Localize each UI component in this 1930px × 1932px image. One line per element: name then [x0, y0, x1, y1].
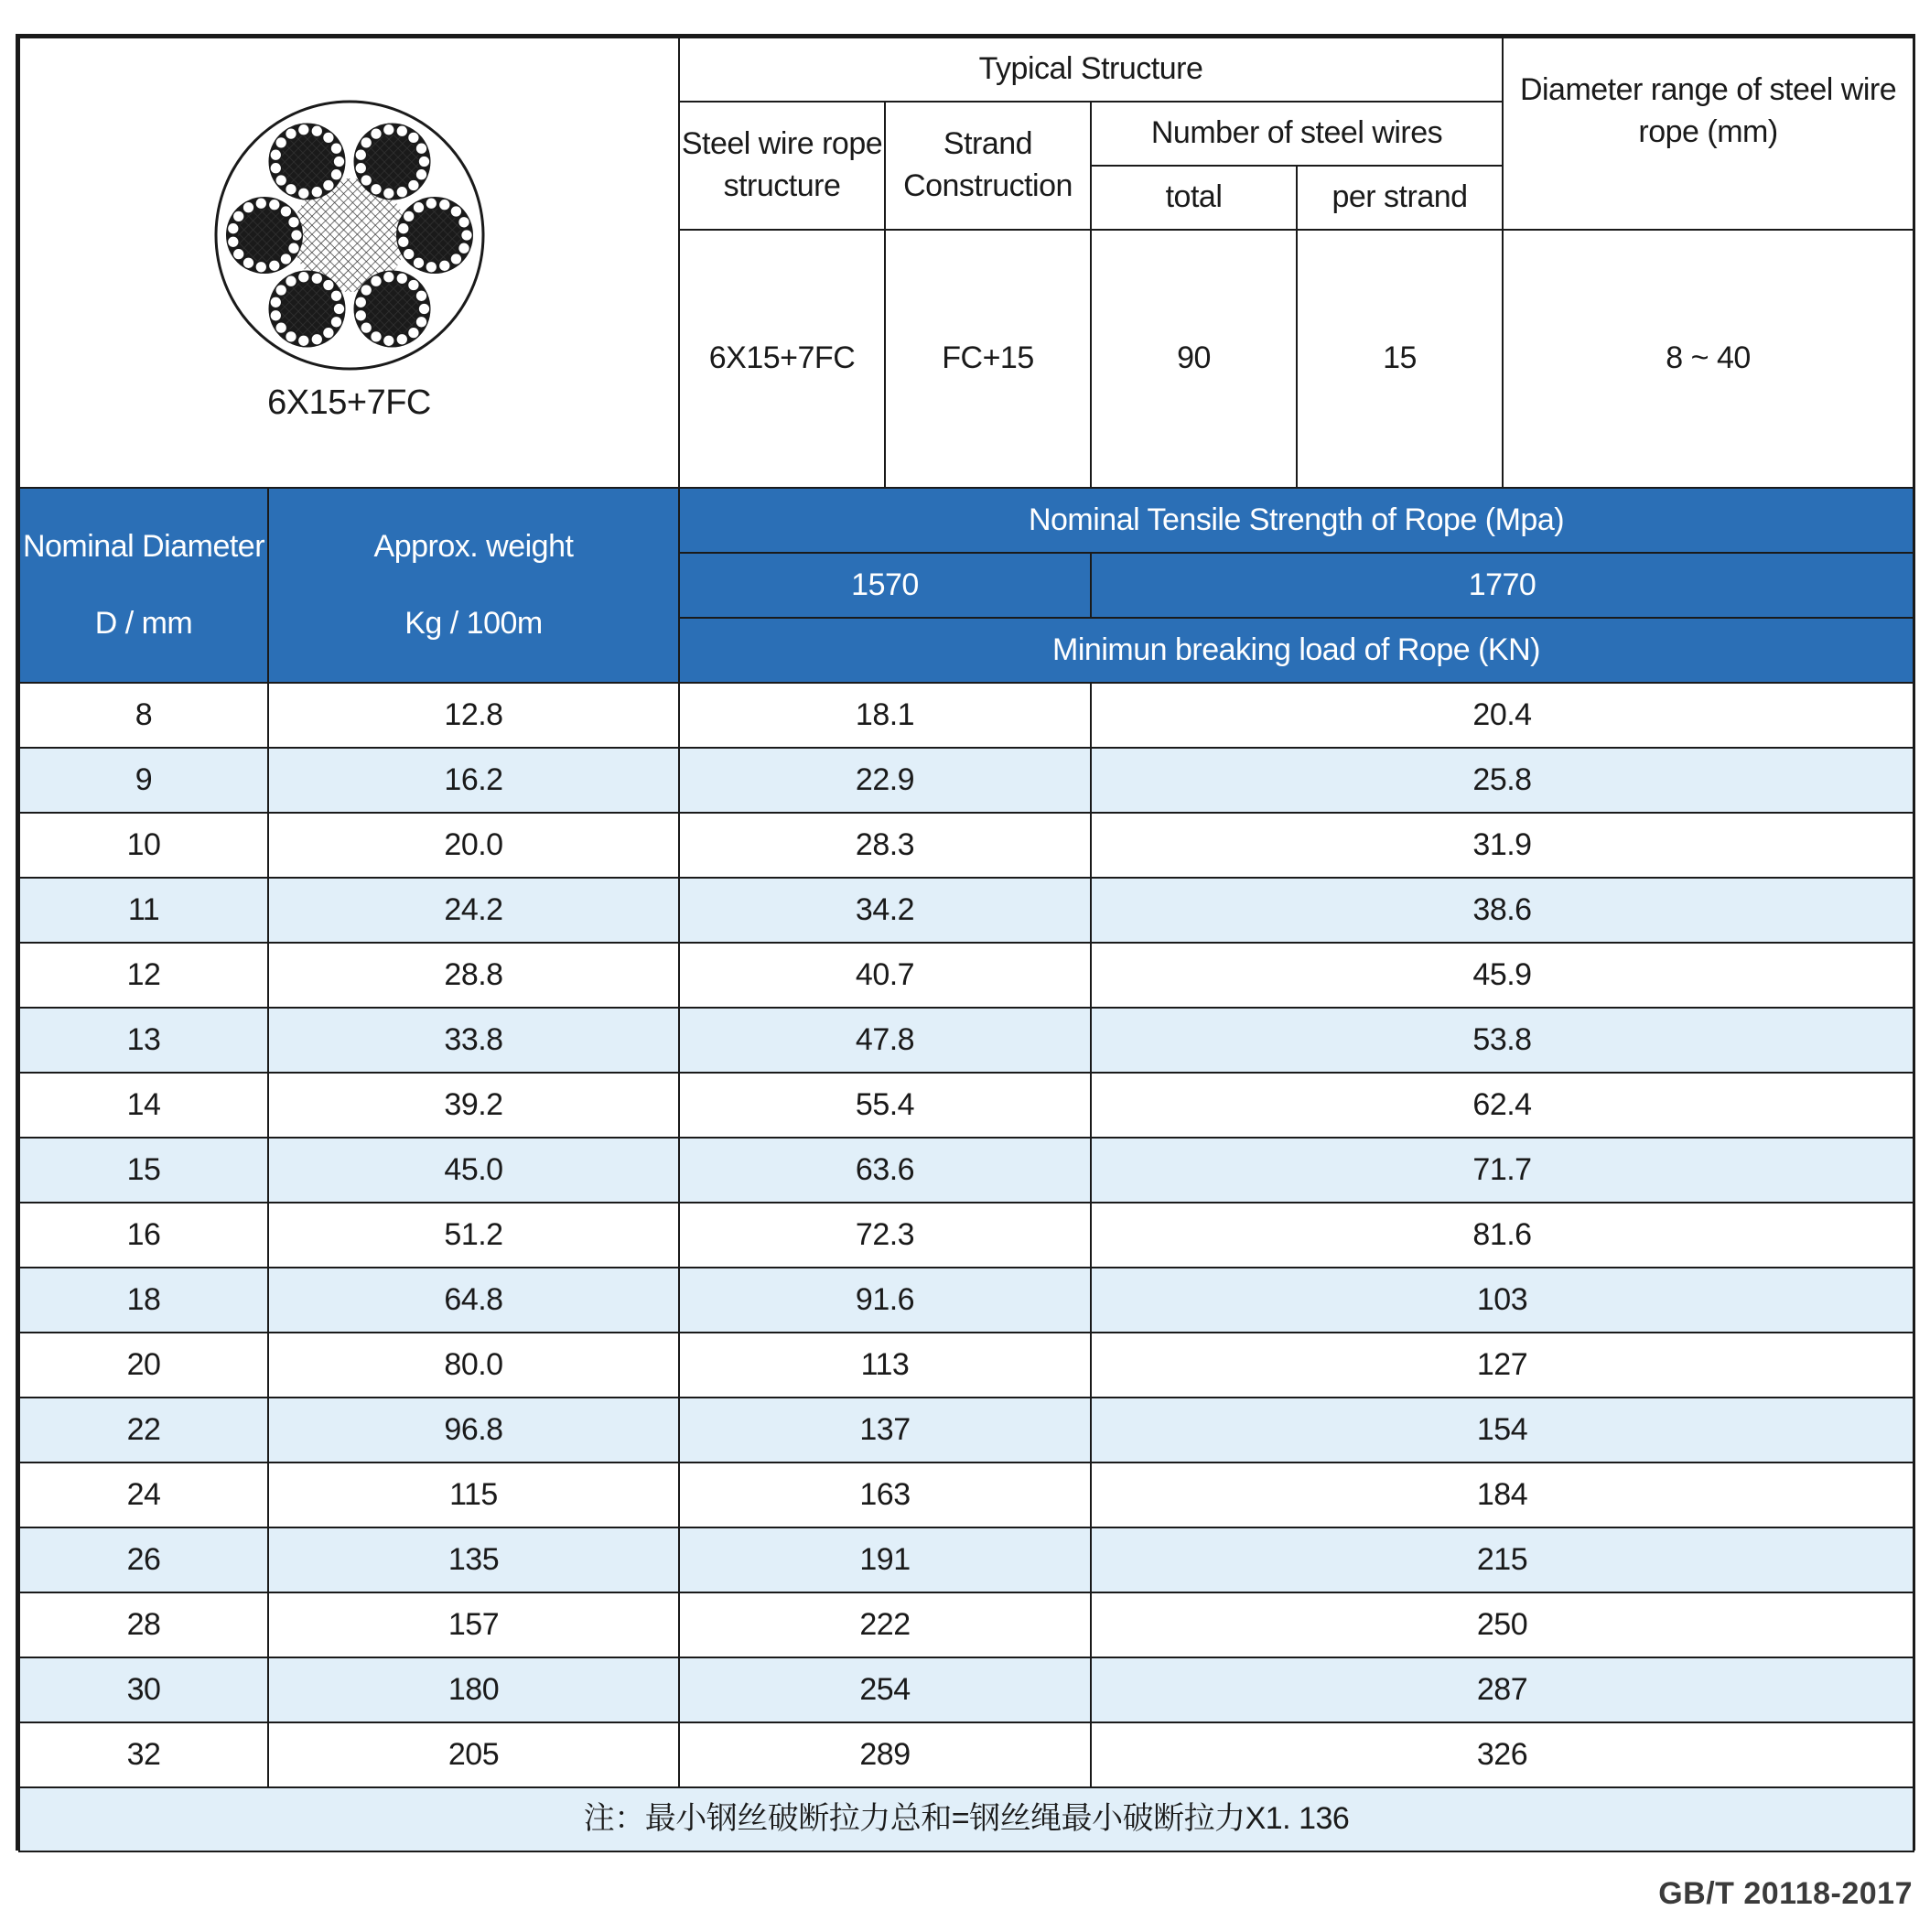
- cell-diameter: 10: [19, 813, 268, 878]
- cell-diameter: 9: [19, 748, 268, 813]
- table-row: [19, 1462, 1914, 1527]
- cell-load-1570: 113: [679, 1333, 1091, 1398]
- cell-load-1770: 81.6: [1091, 1203, 1914, 1268]
- cell-diameter: 12: [19, 943, 268, 1008]
- table-row: [19, 683, 1914, 748]
- cell-weight: 12.8: [268, 683, 679, 748]
- strand-construction-value: FC+15: [885, 230, 1091, 488]
- cell-diameter: 15: [19, 1138, 268, 1203]
- cell-load-1570: 91.6: [679, 1268, 1091, 1333]
- cell-load-1770: 287: [1091, 1657, 1914, 1722]
- nominal-diameter-header: Nominal Diameter D / mm: [19, 488, 268, 683]
- diameter-range-value: 8 ~ 40: [1503, 230, 1914, 488]
- cell-load-1570: 34.2: [679, 878, 1091, 943]
- cell-load-1770: 20.4: [1091, 683, 1914, 748]
- per-strand-value: 15: [1297, 230, 1503, 488]
- table-row: [19, 813, 1914, 878]
- data-rows: [19, 683, 1914, 1787]
- cell-diameter: 16: [19, 1203, 268, 1268]
- table-row: [19, 1138, 1914, 1203]
- tensile-strength-header: Nominal Tensile Strength of Rope (Mpa): [679, 488, 1914, 553]
- diameter-range-header: Diameter range of steel wire rope (mm): [1503, 38, 1914, 230]
- cell-weight: 16.2: [268, 748, 679, 813]
- cell-weight: 115: [268, 1462, 679, 1527]
- cell-load-1570: 22.9: [679, 748, 1091, 813]
- standard-code: GB/T 20118-2017: [1658, 1876, 1913, 1911]
- cell-load-1570: 191: [679, 1527, 1091, 1592]
- table-row: [19, 748, 1914, 813]
- rope-cross-section-icon: [212, 98, 487, 372]
- cell-weight: 51.2: [268, 1203, 679, 1268]
- cell-diameter: 14: [19, 1073, 268, 1138]
- cell-load-1570: 137: [679, 1398, 1091, 1462]
- rope-diagram-cell: [19, 38, 679, 488]
- cell-load-1570: 47.8: [679, 1008, 1091, 1073]
- cell-load-1570: 55.4: [679, 1073, 1091, 1138]
- cell-weight: 157: [268, 1592, 679, 1657]
- cell-load-1770: 25.8: [1091, 748, 1914, 813]
- cell-load-1570: 40.7: [679, 943, 1091, 1008]
- cell-diameter: 20: [19, 1333, 268, 1398]
- table-row: [19, 1073, 1914, 1138]
- cell-weight: 135: [268, 1527, 679, 1592]
- cell-load-1570: 254: [679, 1657, 1091, 1722]
- table-row: [19, 1722, 1914, 1787]
- cell-load-1770: 45.9: [1091, 943, 1914, 1008]
- table-row: [19, 1008, 1914, 1073]
- cell-weight: 180: [268, 1657, 679, 1722]
- cell-weight: 20.0: [268, 813, 679, 878]
- rope-spec-sheet: [16, 34, 1915, 1851]
- cell-weight: 205: [268, 1722, 679, 1787]
- cell-load-1770: 184: [1091, 1462, 1914, 1527]
- cell-diameter: 22: [19, 1398, 268, 1462]
- cell-load-1770: 71.7: [1091, 1138, 1914, 1203]
- per-strand-header: per strand: [1297, 166, 1503, 230]
- table-row: [19, 1203, 1914, 1268]
- breaking-load-header: Minimun breaking load of Rope (KN): [679, 618, 1914, 683]
- cell-weight: 28.8: [268, 943, 679, 1008]
- total-wires-value: 90: [1091, 230, 1297, 488]
- strength-1570-header: 1570: [679, 553, 1091, 618]
- table-row: [19, 1527, 1914, 1592]
- cell-diameter: 28: [19, 1592, 268, 1657]
- cell-load-1570: 163: [679, 1462, 1091, 1527]
- strand-construction-header: Strand Construction: [885, 102, 1091, 230]
- rope-diagram-label: 6X15+7FC: [267, 383, 431, 423]
- rope-structure-value: 6X15+7FC: [679, 230, 885, 488]
- cell-load-1770: 154: [1091, 1398, 1914, 1462]
- cell-diameter: 8: [19, 683, 268, 748]
- cell-weight: 33.8: [268, 1008, 679, 1073]
- cell-weight: 96.8: [268, 1398, 679, 1462]
- cell-load-1570: 289: [679, 1722, 1091, 1787]
- cell-diameter: 30: [19, 1657, 268, 1722]
- cell-diameter: 13: [19, 1008, 268, 1073]
- strength-1770-header: 1770: [1091, 553, 1914, 618]
- typical-structure-header: Typical Structure: [679, 38, 1503, 102]
- table-row: [19, 1657, 1914, 1722]
- cell-diameter: 26: [19, 1527, 268, 1592]
- table-row: [19, 943, 1914, 1008]
- cell-load-1570: 63.6: [679, 1138, 1091, 1203]
- approx-weight-header: Approx. weight Kg / 100m: [268, 488, 679, 683]
- cell-weight: 80.0: [268, 1333, 679, 1398]
- table-row: [19, 1592, 1914, 1657]
- cell-diameter: 24: [19, 1462, 268, 1527]
- cell-weight: 64.8: [268, 1268, 679, 1333]
- cell-load-1770: 31.9: [1091, 813, 1914, 878]
- table-row: [19, 1398, 1914, 1462]
- cell-load-1770: 326: [1091, 1722, 1914, 1787]
- cell-diameter: 11: [19, 878, 268, 943]
- cell-load-1770: 127: [1091, 1333, 1914, 1398]
- footnote: 注：最小钢丝破断拉力总和=钢丝绳最小破断拉力X1. 136: [19, 1787, 1914, 1851]
- cell-load-1770: 215: [1091, 1527, 1914, 1592]
- table-row: [19, 1333, 1914, 1398]
- cell-load-1570: 28.3: [679, 813, 1091, 878]
- cell-weight: 39.2: [268, 1073, 679, 1138]
- cell-load-1770: 53.8: [1091, 1008, 1914, 1073]
- cell-load-1770: 62.4: [1091, 1073, 1914, 1138]
- cell-load-1570: 72.3: [679, 1203, 1091, 1268]
- spec-table: [18, 37, 1914, 1852]
- total-wires-header: total: [1091, 166, 1297, 230]
- number-wires-header: Number of steel wires: [1091, 102, 1503, 166]
- cell-load-1570: 222: [679, 1592, 1091, 1657]
- cell-load-1770: 103: [1091, 1268, 1914, 1333]
- table-row: [19, 878, 1914, 943]
- cell-diameter: 32: [19, 1722, 268, 1787]
- cell-weight: 24.2: [268, 878, 679, 943]
- cell-load-1770: 38.6: [1091, 878, 1914, 943]
- cell-weight: 45.0: [268, 1138, 679, 1203]
- cell-load-1570: 18.1: [679, 683, 1091, 748]
- rope-structure-header: Steel wire rope structure: [679, 102, 885, 230]
- cell-diameter: 18: [19, 1268, 268, 1333]
- table-row: [19, 1268, 1914, 1333]
- cell-load-1770: 250: [1091, 1592, 1914, 1657]
